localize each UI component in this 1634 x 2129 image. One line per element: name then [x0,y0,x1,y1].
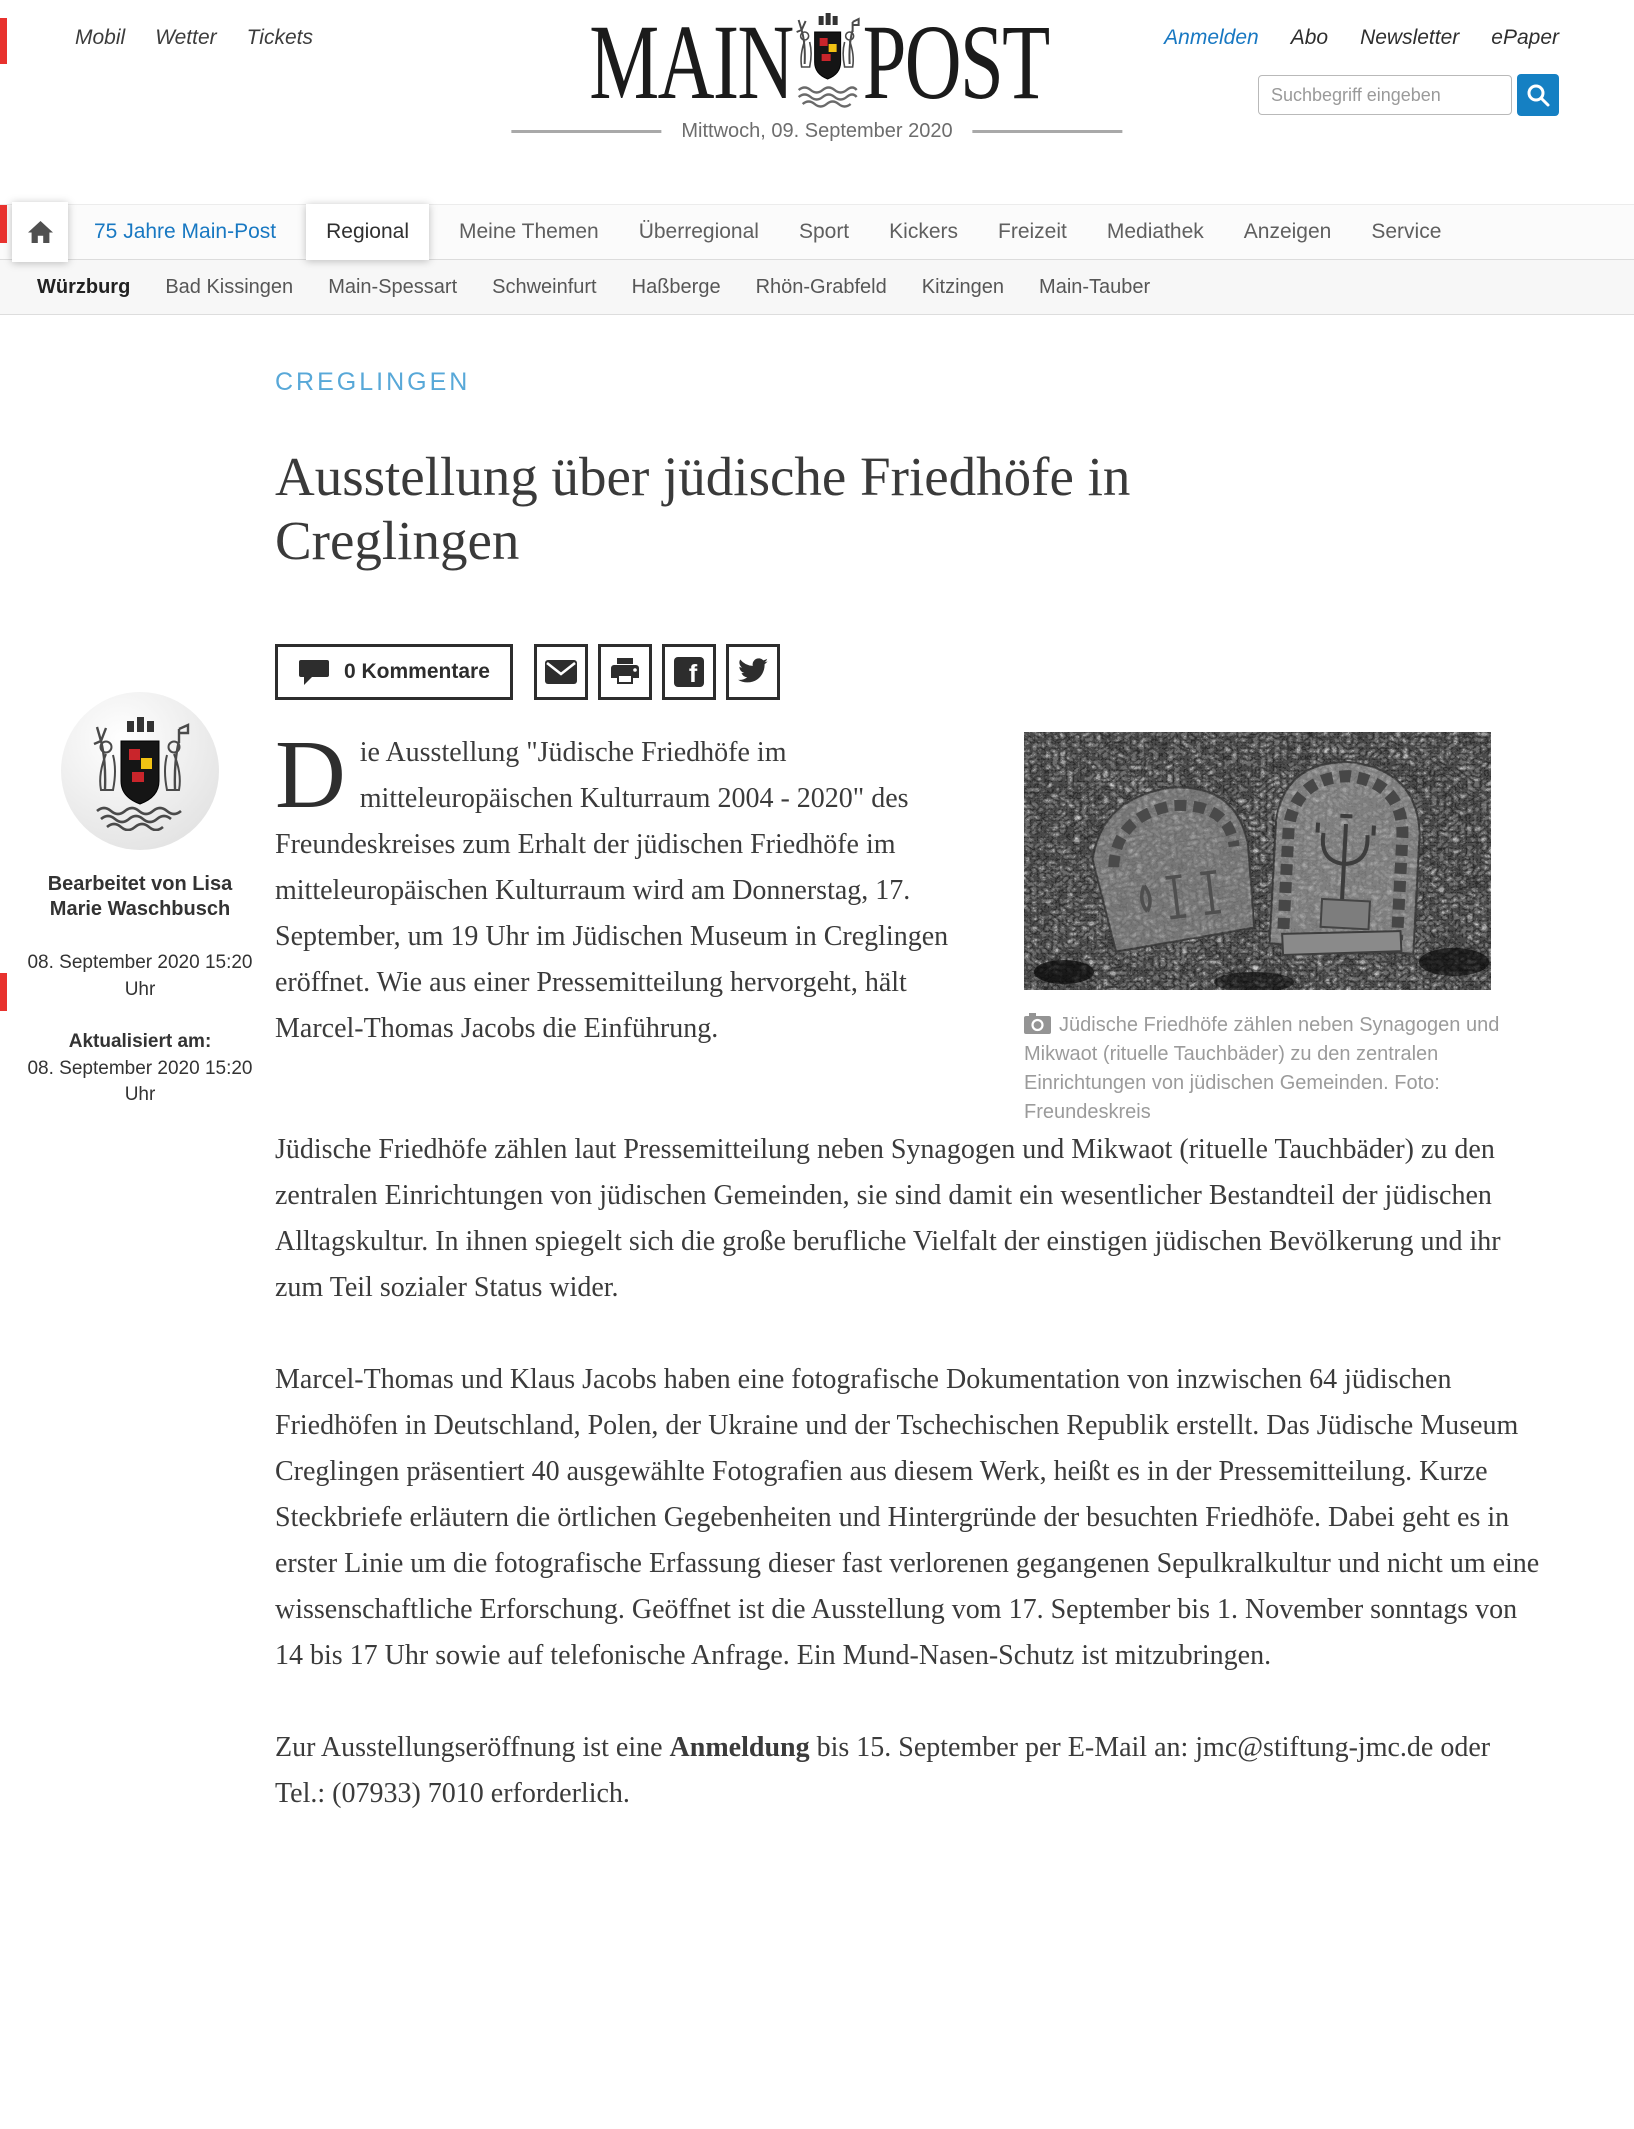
envelope-icon [545,660,577,684]
divider [511,130,661,133]
caption-text: Jüdische Friedhöfe zählen neben Synagogen und Mikwaot (rituelle Tauchbäder) zu den zentralen Einrichtungen von jüdischen Gemeinden. Foto: Freundeskreis [1024,1013,1500,1123]
nav-item-service[interactable]: Service [1371,220,1442,243]
comments-count-label: 0 Kommentare [344,659,490,683]
logo-text-main: MAIN [589,1,793,122]
crest-icon [85,711,195,831]
nav-item-sport[interactable]: Sport [798,220,850,243]
quick-links [75,26,313,50]
svg-text:f: f [688,659,698,687]
byline-updated-label: Aktualisiert am: [68,1031,212,1053]
camera-icon [1024,1013,1051,1034]
facebook-icon [674,657,704,687]
nav-item-ueberregional[interactable]: Überregional [638,220,759,243]
paragraph-text: bis 15. September per E-Mail an: jmc@stiftung-jmc.de oder Tel.: (07933) 7010 erforderlich. [275,1731,1491,1809]
paragraph [275,720,965,1052]
crest-icon [795,8,861,113]
link-wetter[interactable]: Wetter [155,26,217,49]
share-facebook-button[interactable] [662,644,716,700]
search-input[interactable] [1258,75,1512,115]
nav-item-75-jahre-main-post[interactable]: 75 Jahre Main-Post [94,220,277,243]
article-actions [275,644,1634,700]
home-icon [27,220,54,245]
comments-button[interactable] [275,644,513,700]
subnav-item-bad-kissingen[interactable]: Bad Kissingen [165,275,294,298]
byline-author: Bearbeitet von Lisa Marie Waschbusch [47,873,233,920]
article-figure [1024,732,1545,1127]
subnav-item-schweinfurt[interactable]: Schweinfurt [492,275,597,298]
nav-item-regional[interactable]: Regional [306,204,429,260]
nav-item-mediathek[interactable]: Mediathek [1106,220,1204,243]
photo-caption [1024,1011,1545,1127]
kicker[interactable]: CREGLINGEN [275,368,471,396]
date-row [511,120,1122,143]
avatar [61,692,219,850]
link-epaper[interactable]: ePaper [1491,26,1559,49]
nav-item-meine-themen[interactable]: Meine Themen [459,220,599,243]
byline-updated: 08. September 2020 15:20 Uhr [27,1057,253,1106]
byline-published: 08. September 2020 15:20 Uhr [27,952,253,1000]
speech-bubble-icon [298,658,330,686]
article-title: Ausstellung über jüdische Friedhöfe in Creglingen [275,446,1131,572]
nav-item-freizeit[interactable]: Freizeit [998,220,1067,243]
paragraph-bold-text: Anmeldung [669,1731,810,1763]
paragraph-text: Zur Ausstellungseröffnung ist eine [275,1731,670,1763]
nav-item-kickers[interactable]: Kickers [889,220,959,243]
search-icon [1524,81,1552,109]
article-photo[interactable] [1024,732,1491,990]
logo-text-post: POST [862,1,1049,122]
print-button[interactable] [598,644,652,700]
link-mobil[interactable]: Mobil [75,26,126,49]
subnav-item-rhoen-grabfeld[interactable]: Rhön-Grabfeld [755,275,887,298]
paragraph-text: ie Ausstellung "Jüdische Friedhöfe im mitteleuropäischen Kulturraum 2004 - 2020" des Freundeskreises zum Erhalt der jüdischen Friedhöfe im mitteleuropäischen Kulturraum wird am Donnerstag, 17. September, um 19 Uhr im Jüdischen Museum in Creglingen eröffnet. Wie aus einer Pressemitteilung hervorgeht, hält Marcel-Thomas Jacobs die Einführung. [275,736,949,1044]
masthead-logo[interactable] [545,1,1090,122]
left-edge-marker [0,18,7,64]
site-header [0,0,1634,204]
search-bar [1258,74,1559,116]
paragraph: Marcel-Thomas und Klaus Jacobs haben eine fotografische Dokumentation von inzwischen 64 jüdischen Friedhöfen in Deutschland, Polen, der Ukraine und der Tschechischen Republik erstellt. Das Jüdische Museum Creglingen präsentiert 40 ausgewählte Fotografien aus diesem Werk, heißt es in der Pressemitteilung. Kurze Steckbriefe erläutern die örtlichen Gegebenheiten und Hintergründe der besuchten Friedhöfe. Dabei geht es in erster Linie um die fotografische Erfassung dieser fast verlorenen gegangenen Sepulkralkultur und nicht um eine wissenschaftliche Erforschung. Geöffnet ist die Ausstellung vom 17. September bis 1. November sonntags von 14 bis 17 Uhr sowie auf telefonische Anfrage. Ein Mund-Nasen-Schutz ist mitzubringen. [275,1363,1540,1671]
subnav-item-main-spessart[interactable]: Main-Spessart [328,275,458,298]
twitter-icon [737,658,769,685]
link-newsletter[interactable]: Newsletter [1360,26,1460,49]
left-edge-marker [0,973,7,1011]
account-links [1164,26,1559,50]
share-email-button[interactable] [534,644,588,700]
region-navigation [0,260,1634,315]
drop-cap: D [275,720,346,829]
paragraph: Jüdische Friedhöfe zählen laut Pressemitteilung neben Synagogen und Mikwaot (rituelle Tauchbäder) zu den zentralen Einrichtungen von jüdischen Gemeinden, sie sind damit ein wesentlicher Bestandteil der jüdischen Alltagskultur. In ihnen spiegelt sich die große berufliche Vielfalt der einstigen jüdischen Bevölkerung und ihr zum Teil sozialer Status wider. [275,1133,1501,1303]
author-sidebar [25,692,255,1109]
date-text: Mittwoch, 09. September 2020 [681,120,953,142]
main-navigation [0,204,1634,260]
nav-home[interactable] [12,202,68,262]
left-edge-marker [0,205,7,243]
subnav-item-wuerzburg[interactable]: Würzburg [37,275,131,298]
nav-item-anzeigen[interactable]: Anzeigen [1243,220,1332,243]
subnav-item-main-tauber[interactable]: Main-Tauber [1039,275,1151,298]
subnav-item-kitzingen[interactable]: Kitzingen [921,275,1005,298]
paragraph [275,1725,1545,1817]
article [0,368,1634,1817]
divider [973,130,1123,133]
share-twitter-button[interactable] [726,644,780,700]
subnav-item-hassberge[interactable]: Haßberge [631,275,721,298]
link-tickets[interactable]: Tickets [246,26,313,49]
printer-icon [610,657,640,687]
link-anmelden[interactable]: Anmelden [1164,26,1259,49]
link-abo[interactable]: Abo [1290,26,1329,49]
article-body [275,720,1545,1817]
search-button[interactable] [1517,74,1559,116]
